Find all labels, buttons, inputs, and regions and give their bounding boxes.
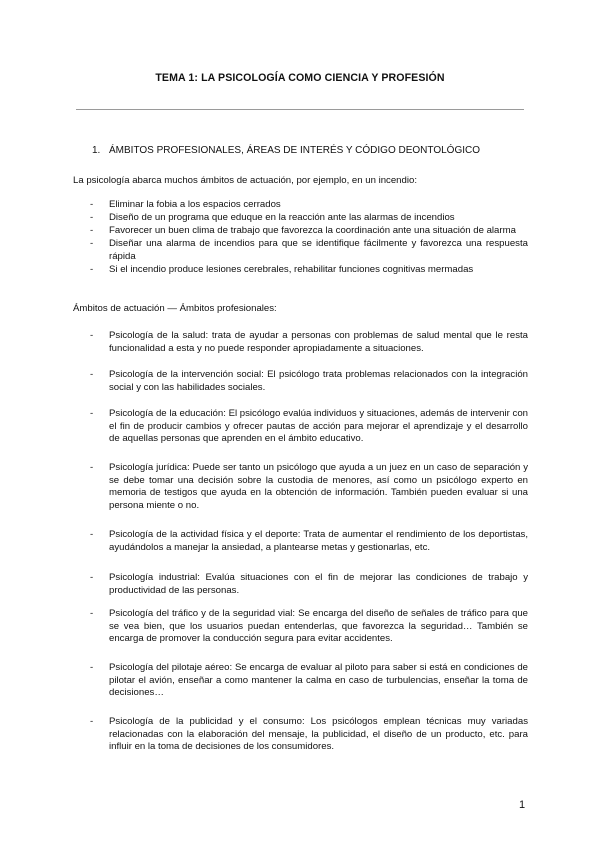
bullet-dash: - — [90, 225, 94, 236]
list-item-text: Psicología industrial: Evalúa situaciones con el fin de mejorar las condiciones de trabajo y productividad de las personas. — [109, 572, 528, 596]
title-divider — [76, 109, 524, 110]
bullet-dash: - — [90, 608, 94, 619]
page-number: 1 — [519, 799, 526, 811]
bullet-dash: - — [90, 572, 94, 583]
section-heading-text: ÁMBITOS PROFESIONALES, ÁREAS DE INTERÉS Y CÓDIGO DEONTOLÓGICO — [109, 145, 481, 156]
list-item — [73, 330, 528, 355]
list-item — [73, 572, 528, 597]
bullet-dash: - — [90, 330, 94, 341]
area-item-traffic — [73, 608, 528, 646]
scope-heading: Ámbitos de actuación — Ámbitos profesionales: — [73, 303, 277, 314]
list-item-text: Psicología de la publicidad y el consumo: Los psicólogos emplean técnicas muy variadas relacionadas con la elaboración del mensaje, la publicidad, el diseño de un producto, etc. para influir en la toma de decisiones de los consumidores. — [109, 716, 528, 753]
bullet-dash: - — [90, 662, 94, 673]
list-item-text: Favorecer un buen clima de trabajo que favorezca la coordinación ante una situación de alarma — [109, 225, 516, 236]
list-item-text: Psicología jurídica: Puede ser tanto un psicólogo que ayuda a un juez en un caso de separación y se debe tomar una decisión sobre la custodia de menores, así como un psicólogo experto en memoria de testigos que ayuda en la obtención de información. También pueden evaluar si una persona miente o no. — [109, 462, 528, 511]
list-item — [73, 237, 528, 263]
list-item-text: Psicología del pilotaje aéreo: Se encarga de evaluar al piloto para saber si está en condiciones de pilotar el avión, enseñar a como mantener la calma en caso de turbulencias, enseñar la toma de decisiones… — [109, 662, 528, 699]
list-item — [73, 529, 528, 554]
section-number: 1. — [92, 145, 101, 156]
list-item-text: Psicología de la educación: El psicólogo evalúa individuos y situaciones, además de intervenir con el fin de producir cambios y ofrecer pautas de acción para mejorar el aprendizaje y el desarrollo de aquellas personas que aprenden en el ámbito educativo. — [109, 408, 528, 445]
list-item-text: Psicología del tráfico y de la seguridad vial: Se encarga del diseño de señales de tráfico para que se vea bien, que los usuarios puedan entenderlas, que favorezca la seguridad… También se encarga de promover la conducción segura para evitar accidentes. — [109, 608, 528, 645]
bullet-dash: - — [90, 264, 94, 275]
bullet-dash: - — [90, 408, 94, 419]
bullet-dash: - — [90, 199, 94, 210]
bullet-dash: - — [90, 238, 94, 249]
area-item-sport — [73, 529, 528, 554]
bullet-dash: - — [90, 716, 94, 727]
area-item-legal — [73, 462, 528, 512]
list-item-text: Eliminar la fobia a los espacios cerrados — [109, 199, 281, 210]
area-item-social — [73, 369, 528, 394]
area-item-advertising — [73, 716, 528, 754]
list-item-text: Diseño de un programa que eduque en la reacción ante las alarmas de incendios — [109, 212, 455, 223]
list-item-text: Psicología de la intervención social: El psicólogo trata problemas relacionados con la integración social y con las habilidades sociales. — [109, 369, 528, 393]
list-item-text: Psicología de la salud: trata de ayudar a personas con problemas de salud mental que le resta funcionalidad a esta y no puede responder apropiadamente a situaciones. — [109, 330, 528, 354]
list-item-text: Psicología de la actividad física y el deporte: Trata de aumentar el rendimiento de los deportistas, ayudándolos a manejar la ansiedad, a plantearse metas y gestionarlas, etc. — [109, 529, 528, 553]
bullet-dash: - — [90, 212, 94, 223]
fire-examples-list — [73, 198, 528, 276]
list-item — [73, 608, 528, 646]
list-item — [73, 369, 528, 394]
list-item — [73, 462, 528, 512]
intro-paragraph: La psicología abarca muchos ámbitos de actuación, por ejemplo, en un incendio: — [73, 175, 417, 186]
list-item — [73, 662, 528, 700]
area-item-industrial — [73, 572, 528, 597]
list-item — [73, 263, 528, 276]
list-item — [73, 211, 528, 224]
list-item — [73, 198, 528, 211]
document-title: TEMA 1: LA PSICOLOGÍA COMO CIENCIA Y PROFESIÓN — [155, 72, 445, 84]
list-item — [73, 716, 528, 754]
section-heading — [92, 144, 532, 157]
list-item-text: Diseñar una alarma de incendios para que se identifique fácilmente y favorezca una respuesta rápida — [109, 238, 528, 262]
list-item-text: Si el incendio produce lesiones cerebrales, rehabilitar funciones cognitivas mermadas — [109, 264, 474, 275]
bullet-dash: - — [90, 369, 94, 380]
area-item-health — [73, 330, 528, 355]
bullet-dash: - — [90, 462, 94, 473]
list-item — [73, 408, 528, 446]
area-item-education — [73, 408, 528, 446]
list-item — [73, 224, 528, 237]
bullet-dash: - — [90, 529, 94, 540]
area-item-aviation — [73, 662, 528, 700]
